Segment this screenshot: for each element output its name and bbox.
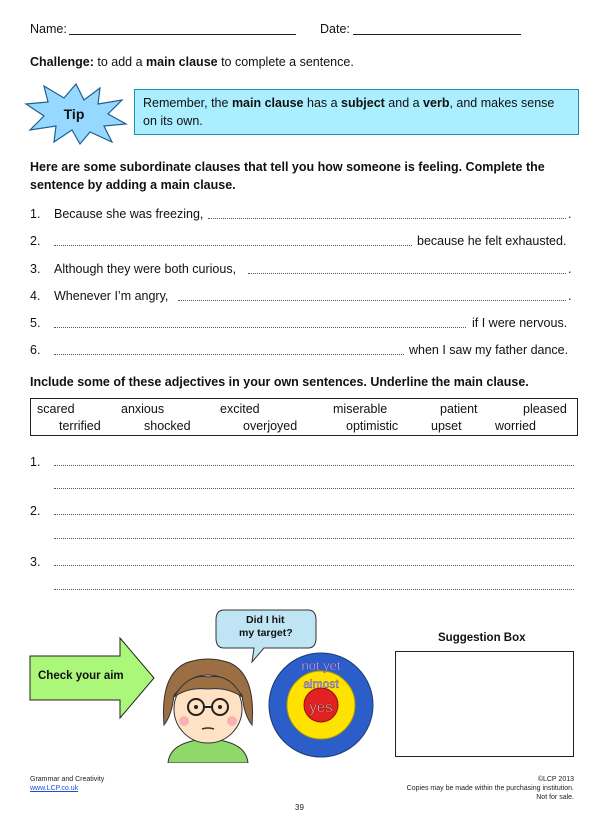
- adjectives-heading: Include some of these adjectives in your own sentences. Underline the main clause.: [30, 375, 529, 389]
- adjective: pleased: [523, 402, 567, 416]
- exercise-2-answer[interactable]: [54, 245, 412, 246]
- tip-subject: subject: [341, 96, 385, 110]
- adjective: patient: [440, 402, 478, 416]
- footer-title: Grammar and Creativity: [30, 776, 105, 783]
- exercise-3-answer[interactable]: [248, 273, 566, 274]
- tip-text-3: and a: [384, 96, 424, 110]
- sentence-2-num: 2.: [30, 504, 41, 518]
- exercise-6-answer[interactable]: [54, 354, 404, 355]
- challenge-text-pre: to add a: [93, 55, 147, 69]
- exercise-2-text: because he felt exhausted.: [417, 234, 567, 248]
- exercise-2-num: 2.: [30, 234, 41, 248]
- exercise-6-text: when I saw my father dance.: [409, 343, 569, 357]
- tip-text-1: Remember, the: [143, 96, 232, 110]
- challenge-text-post: to complete a sentence.: [217, 55, 354, 69]
- tip-box: [134, 89, 579, 135]
- exercise-3-text: Although they were both curious,: [54, 262, 237, 276]
- exercise-1-end: .: [568, 207, 572, 221]
- sentence-3-num: 3.: [30, 555, 41, 569]
- adjective: scared: [37, 402, 75, 416]
- exercise-5-answer[interactable]: [54, 327, 466, 328]
- speech-line-1: Did I hit: [246, 614, 285, 626]
- sentence-1-line-a[interactable]: [54, 465, 574, 466]
- adjective: excited: [220, 402, 260, 416]
- page-number: 39: [295, 803, 304, 812]
- adjective: upset: [431, 419, 462, 433]
- tip-star-icon: [24, 82, 128, 146]
- sentence-1-num: 1.: [30, 455, 41, 469]
- tip-line-1: [143, 96, 554, 110]
- exercise-1-num: 1.: [30, 207, 41, 221]
- target-yes: yes: [309, 699, 333, 716]
- exercise-5-text: if I were nervous.: [472, 316, 568, 330]
- adjective: overjoyed: [243, 419, 298, 433]
- adjective: shocked: [144, 419, 191, 433]
- adjective: optimistic: [346, 419, 399, 433]
- exercise-4-answer[interactable]: [178, 300, 566, 301]
- instructions-line-1: Here are some subordinate clauses that tell you how someone is feeling. Complete the: [30, 160, 545, 174]
- target-almost: almost: [303, 677, 339, 691]
- date-field[interactable]: [353, 20, 521, 35]
- tip-badge-text: Tip: [63, 106, 85, 122]
- check-aim-label: Check your aim: [38, 670, 124, 682]
- adjective: miserable: [333, 402, 388, 416]
- exercise-4-end: .: [568, 289, 572, 303]
- tip-text-4: , and makes sense: [449, 96, 555, 110]
- tip-main-clause: main clause: [231, 96, 304, 110]
- challenge-label: Challenge:: [30, 55, 94, 69]
- challenge-text-bold: main clause: [146, 55, 218, 69]
- exercise-4-text: Whenever I’m angry,: [54, 289, 169, 303]
- sentence-3-line-a[interactable]: [54, 565, 574, 566]
- exercise-1-answer[interactable]: [208, 218, 566, 219]
- suggestion-box[interactable]: [395, 651, 574, 757]
- adjective: anxious: [121, 402, 165, 416]
- challenge-line: [30, 55, 354, 69]
- speech-line-2: my target?: [239, 627, 293, 639]
- footer-copyright: ©LCP 2013: [537, 776, 574, 783]
- exercise-3-end: .: [568, 262, 572, 276]
- exercise-5-num: 5.: [30, 316, 41, 330]
- adjective: terrified: [59, 419, 101, 433]
- adjectives-box: [30, 398, 578, 436]
- sentence-2-line-b[interactable]: [54, 538, 574, 539]
- tip-verb: verb: [423, 96, 450, 110]
- target-icon: [266, 650, 376, 760]
- name-label: Name:: [30, 22, 67, 36]
- target-not-yet: not yet: [301, 658, 341, 673]
- sentence-1-line-b[interactable]: [54, 488, 574, 489]
- exercise-4-num: 4.: [30, 289, 41, 303]
- suggestion-box-title: Suggestion Box: [438, 632, 526, 644]
- instructions-line-2: sentence by adding a main clause.: [30, 178, 236, 192]
- date-label: Date:: [320, 22, 350, 36]
- adjective: worried: [495, 419, 536, 433]
- sentence-3-line-b[interactable]: [54, 589, 574, 590]
- footer-link[interactable]: www.LCP.co.uk: [30, 785, 79, 792]
- exercise-3-num: 3.: [30, 262, 41, 276]
- exercise-1-text: Because she was freezing,: [54, 207, 204, 221]
- tip-line-2: on its own.: [143, 114, 203, 128]
- sentence-2-line-a[interactable]: [54, 514, 574, 515]
- footer-copies: Copies may be made within the purchasing institution.: [406, 785, 574, 792]
- tip-text-2: has a: [303, 96, 342, 110]
- cartoon-person-icon: [158, 655, 258, 763]
- exercise-6-num: 6.: [30, 343, 41, 357]
- footer-not-for-sale: Not for sale.: [536, 794, 574, 801]
- name-field[interactable]: [69, 20, 296, 35]
